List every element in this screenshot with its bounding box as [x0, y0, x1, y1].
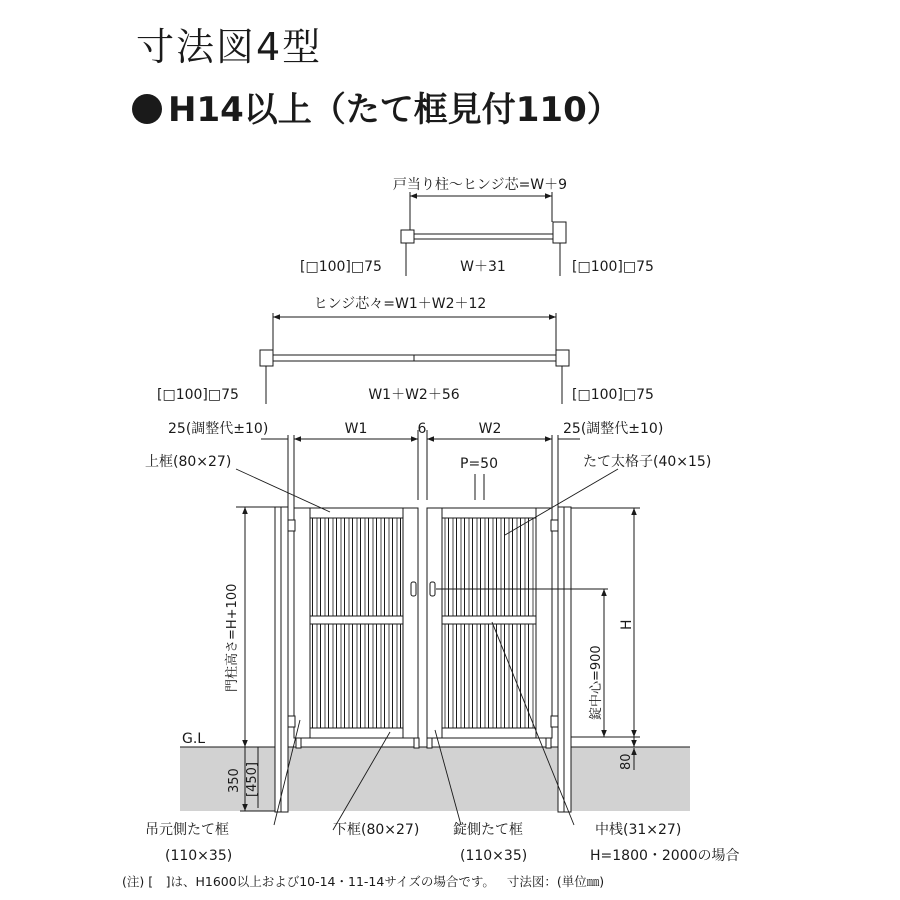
hinge-stile-label: 吊元側たて框 — [145, 822, 229, 838]
post-height-label: 門柱高さ=H+100 — [225, 583, 240, 692]
thick-grid-label: たて太格子(40×15) — [583, 454, 712, 470]
adjust-right-label: 25(調整代±10) — [563, 421, 664, 437]
top2-right-post: [□100]□75 — [572, 387, 654, 403]
top1-right-post: [□100]□75 — [572, 259, 654, 275]
top-rail-label: 上框(80×27) — [145, 454, 232, 470]
top2-width-label: W1＋W2＋56 — [368, 387, 460, 403]
top1-span-label: 戸当り柱～ヒンジ芯=W＋9 — [392, 177, 568, 193]
gap-6-label: 6 — [417, 421, 427, 437]
lock-center-label: 錠中心=900 — [589, 645, 604, 720]
adjust-left-label: 25(調整代±10) — [168, 421, 269, 437]
right-gate-leaf — [427, 508, 552, 738]
hinge-stile-size: (110×35) — [165, 848, 233, 864]
subtitle-text: H14以上（たて框見付110） — [168, 90, 621, 130]
top1-width-label: W＋31 — [460, 259, 506, 275]
footnote-text: (注) [ ]は、H1600以上および10-14・11-14サイズの場合です。 — [122, 874, 495, 889]
lock-stile-label: 錠側たて框 — [453, 822, 523, 838]
left-gate-leaf — [294, 508, 418, 738]
page-title: 寸法図4型 — [136, 25, 323, 69]
p50-label: P=50 — [460, 456, 498, 472]
mid-rail-note: H=1800・2000の場合 — [590, 848, 740, 864]
mid-rail-label: 中桟(31×27) — [595, 822, 682, 838]
w2-label: W2 — [478, 421, 502, 437]
bottom-rail-label: 下框(80×27) — [333, 822, 420, 838]
unit-note: 寸法図：(単位㎜) — [506, 874, 605, 889]
top2-left-post: [□100]□75 — [157, 387, 239, 403]
top1-left-post: [□100]□75 — [300, 259, 382, 275]
h-dimension-label: H — [619, 619, 635, 630]
footnote — [122, 872, 604, 890]
lock-stile-size: (110×35) — [460, 848, 528, 864]
clearance-80-label: 80 — [619, 753, 634, 770]
front-width-dimensions — [261, 430, 580, 508]
depth-350-label: 350 — [227, 768, 242, 793]
depth-450-label: [450] — [245, 762, 260, 797]
gl-label: G.L — [182, 731, 206, 747]
top2-span-label: ヒンジ芯々=W1＋W2＋12 — [313, 296, 487, 312]
w1-label: W1 — [344, 421, 368, 437]
